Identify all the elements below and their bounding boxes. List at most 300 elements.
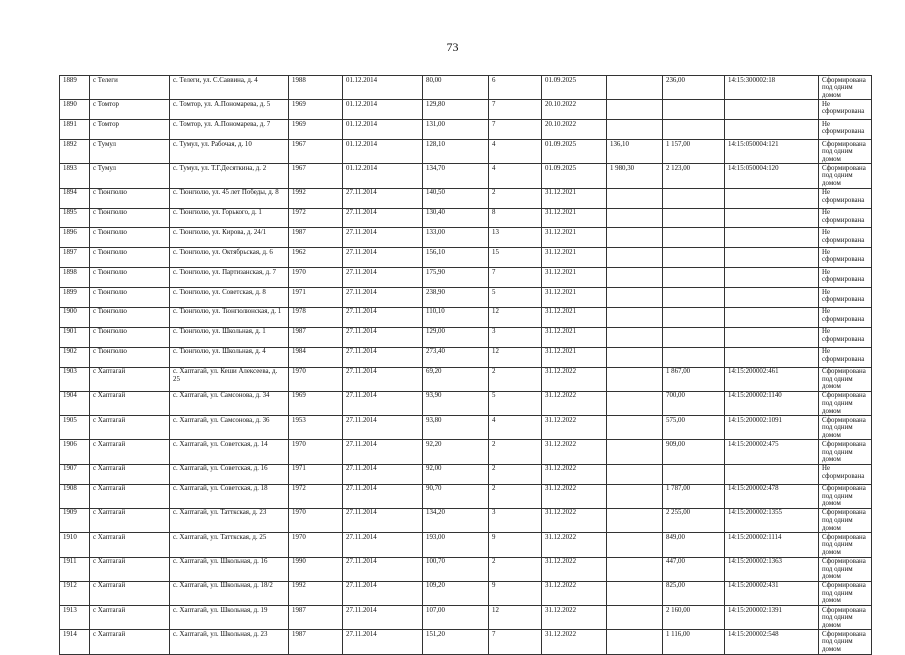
row-number-cell: 1892 [60, 140, 90, 164]
row-number-cell: 1910 [60, 533, 90, 557]
table-row [60, 606, 872, 630]
land-area-cell [663, 208, 725, 228]
row-number-cell: 1902 [60, 347, 90, 367]
residents-count-cell: 7 [489, 630, 542, 654]
table-row [60, 630, 872, 654]
cadastral-number-cell: 14:15:200002:548 [725, 630, 819, 654]
address-cell: с. Хаптагай, ул. Кеши Алексеева, д. 25 [170, 367, 289, 391]
cadastral-number-cell [725, 327, 819, 347]
land-status-cell: Сформирована под одним домом [819, 416, 872, 440]
table-row [60, 484, 872, 508]
residents-count-cell: 3 [489, 327, 542, 347]
land-status-cell: Сформирована под одним домом [819, 367, 872, 391]
address-cell: с. Тюнгюлю, ул. 45 лет Победы, д. 8 [170, 188, 289, 208]
deadline-cell: 20.10.2022 [542, 120, 607, 140]
area-cell: 140,50 [423, 188, 489, 208]
year-built-cell: 1970 [289, 268, 343, 288]
address-cell: с. Хаптагай, ул. Школьная, д. 18/2 [170, 581, 289, 605]
land-status-cell: Не сформирована [819, 464, 872, 484]
land-area-cell: 447,00 [663, 557, 725, 581]
land-status-cell: Не сформирована [819, 307, 872, 327]
land-area-cell [663, 464, 725, 484]
residents-count-cell: 4 [489, 416, 542, 440]
land-area-cell [663, 188, 725, 208]
year-built-cell: 1972 [289, 484, 343, 508]
inclusion-date-cell: 27.11.2014 [343, 464, 423, 484]
settlement-cell: с Тюнгюлю [90, 208, 170, 228]
residents-count-cell: 12 [489, 606, 542, 630]
land-area-cell: 1 787,00 [663, 484, 725, 508]
land-area-cell [663, 268, 725, 288]
common-area-cell [607, 76, 663, 100]
settlement-cell: с Тюнгюлю [90, 248, 170, 268]
year-built-cell: 1988 [289, 76, 343, 100]
land-status-cell: Не сформирована [819, 327, 872, 347]
settlement-cell: с Телеги [90, 76, 170, 100]
land-status-cell: Сформирована под одним домом [819, 581, 872, 605]
row-number-cell: 1898 [60, 268, 90, 288]
cadastral-number-cell: 14:15:300002:18 [725, 76, 819, 100]
inclusion-date-cell: 27.11.2014 [343, 630, 423, 654]
address-cell: с. Хаптагай, ул. Школьная, д. 19 [170, 606, 289, 630]
area-cell: 92,20 [423, 440, 489, 464]
area-cell: 100,70 [423, 557, 489, 581]
residents-count-cell: 8 [489, 208, 542, 228]
common-area-cell [607, 416, 663, 440]
table-row [60, 557, 872, 581]
land-status-cell: Сформирована под одним домом [819, 484, 872, 508]
address-cell: с. Хаптагай, ул. Советская, д. 18 [170, 484, 289, 508]
year-built-cell: 1992 [289, 188, 343, 208]
deadline-cell: 31.12.2022 [542, 464, 607, 484]
settlement-cell: с Тюнгюлю [90, 327, 170, 347]
deadline-cell: 01.09.2025 [542, 76, 607, 100]
settlement-cell: с Хаптагай [90, 581, 170, 605]
residents-count-cell: 3 [489, 508, 542, 532]
residents-count-cell: 15 [489, 248, 542, 268]
inclusion-date-cell: 27.11.2014 [343, 581, 423, 605]
table-row [60, 120, 872, 140]
common-area-cell [607, 100, 663, 120]
deadline-cell: 01.09.2025 [542, 164, 607, 188]
table-row [60, 248, 872, 268]
year-built-cell: 1970 [289, 533, 343, 557]
inclusion-date-cell: 27.11.2014 [343, 208, 423, 228]
year-built-cell: 1967 [289, 140, 343, 164]
land-status-cell: Не сформирована [819, 188, 872, 208]
settlement-cell: с Хаптагай [90, 416, 170, 440]
land-status-cell: Сформирована под одним домом [819, 557, 872, 581]
area-cell: 109,20 [423, 581, 489, 605]
land-area-cell [663, 100, 725, 120]
land-area-cell: 2 160,00 [663, 606, 725, 630]
land-area-cell: 1 116,00 [663, 630, 725, 654]
deadline-cell: 31.12.2022 [542, 416, 607, 440]
table-row [60, 416, 872, 440]
row-number-cell: 1899 [60, 288, 90, 308]
year-built-cell: 1992 [289, 581, 343, 605]
land-area-cell: 1 867,00 [663, 367, 725, 391]
table-row [60, 307, 872, 327]
land-area-cell: 1 157,00 [663, 140, 725, 164]
land-area-cell [663, 327, 725, 347]
area-cell: 90,70 [423, 484, 489, 508]
cadastral-number-cell: 14:15:200002:1091 [725, 416, 819, 440]
deadline-cell: 31.12.2022 [542, 367, 607, 391]
table-row [60, 100, 872, 120]
common-area-cell [607, 581, 663, 605]
area-cell: 107,00 [423, 606, 489, 630]
settlement-cell: с Хаптагай [90, 508, 170, 532]
common-area-cell [607, 367, 663, 391]
address-cell: с. Тюнгюлю, ул. Октябрьская, д. 6 [170, 248, 289, 268]
common-area-cell: 1 980,30 [607, 164, 663, 188]
residents-count-cell: 2 [489, 440, 542, 464]
inclusion-date-cell: 27.11.2014 [343, 440, 423, 464]
settlement-cell: с Хаптагай [90, 391, 170, 415]
cadastral-number-cell: 14:15:200002:1391 [725, 606, 819, 630]
address-cell: с. Хаптагай, ул. Самсонова, д. 36 [170, 416, 289, 440]
cadastral-number-cell: 14:15:200002:1363 [725, 557, 819, 581]
deadline-cell: 31.12.2021 [542, 268, 607, 288]
year-built-cell: 1970 [289, 508, 343, 532]
row-number-cell: 1891 [60, 120, 90, 140]
address-cell: с. Тюнгюлю, ул. Кирова, д. 24/1 [170, 228, 289, 248]
row-number-cell: 1901 [60, 327, 90, 347]
common-area-cell [607, 307, 663, 327]
common-area-cell [607, 268, 663, 288]
area-cell: 129,00 [423, 327, 489, 347]
settlement-cell: с Тюнгюлю [90, 228, 170, 248]
page-number: 73 [446, 40, 459, 54]
area-cell: 238,90 [423, 288, 489, 308]
table-row [60, 76, 872, 100]
cadastral-number-cell [725, 248, 819, 268]
settlement-cell: с Тюнгюлю [90, 288, 170, 308]
cadastral-number-cell: 14:15:200002:1140 [725, 391, 819, 415]
cadastral-number-cell: 14:15:200002:475 [725, 440, 819, 464]
address-cell: с. Тюнгюлю, ул. Горького, д. 1 [170, 208, 289, 228]
area-cell: 69,20 [423, 367, 489, 391]
row-number-cell: 1907 [60, 464, 90, 484]
land-area-cell [663, 248, 725, 268]
land-status-cell: Не сформирована [819, 268, 872, 288]
inclusion-date-cell: 27.11.2014 [343, 327, 423, 347]
address-cell: с. Тюнгюлю, ул. Школьная, д. 4 [170, 347, 289, 367]
area-cell: 134,20 [423, 508, 489, 532]
year-built-cell: 1953 [289, 416, 343, 440]
cadastral-number-cell: 14:15:200002:461 [725, 367, 819, 391]
deadline-cell: 31.12.2021 [542, 327, 607, 347]
deadline-cell: 31.12.2021 [542, 288, 607, 308]
land-area-cell: 825,00 [663, 581, 725, 605]
row-number-cell: 1903 [60, 367, 90, 391]
inclusion-date-cell: 01.12.2014 [343, 76, 423, 100]
common-area-cell: 136,10 [607, 140, 663, 164]
area-cell: 93,90 [423, 391, 489, 415]
cadastral-number-cell [725, 268, 819, 288]
row-number-cell: 1889 [60, 76, 90, 100]
residents-count-cell: 12 [489, 347, 542, 367]
common-area-cell [607, 120, 663, 140]
residents-count-cell: 2 [489, 188, 542, 208]
residents-count-cell: 7 [489, 100, 542, 120]
common-area-cell [607, 464, 663, 484]
deadline-cell: 31.12.2022 [542, 484, 607, 508]
cadastral-number-cell: 14:15:050004:120 [725, 164, 819, 188]
inclusion-date-cell: 01.12.2014 [343, 140, 423, 164]
land-status-cell: Не сформирована [819, 288, 872, 308]
year-built-cell: 1970 [289, 367, 343, 391]
table-row [60, 268, 872, 288]
residents-count-cell: 2 [489, 367, 542, 391]
deadline-cell: 31.12.2021 [542, 248, 607, 268]
area-cell: 131,00 [423, 120, 489, 140]
address-cell: с. Томтор, ул. А.Пономарева, д. 7 [170, 120, 289, 140]
area-cell: 129,80 [423, 100, 489, 120]
cadastral-number-cell [725, 208, 819, 228]
address-cell: с. Хаптагай, ул. Советская, д. 14 [170, 440, 289, 464]
year-built-cell: 1967 [289, 164, 343, 188]
inclusion-date-cell: 27.11.2014 [343, 391, 423, 415]
land-area-cell [663, 288, 725, 308]
land-status-cell: Сформирована под одним домом [819, 391, 872, 415]
deadline-cell: 31.12.2021 [542, 347, 607, 367]
cadastral-number-cell: 14:15:200002:1114 [725, 533, 819, 557]
land-area-cell: 575,00 [663, 416, 725, 440]
inclusion-date-cell: 27.11.2014 [343, 508, 423, 532]
inclusion-date-cell: 01.12.2014 [343, 164, 423, 188]
year-built-cell: 1987 [289, 606, 343, 630]
land-status-cell: Не сформирована [819, 120, 872, 140]
residents-count-cell: 7 [489, 120, 542, 140]
common-area-cell [607, 347, 663, 367]
inclusion-date-cell: 01.12.2014 [343, 100, 423, 120]
area-cell: 151,20 [423, 630, 489, 654]
year-built-cell: 1987 [289, 228, 343, 248]
inclusion-date-cell: 27.11.2014 [343, 606, 423, 630]
table-row [60, 391, 872, 415]
settlement-cell: с Тюнгюлю [90, 347, 170, 367]
cadastral-number-cell [725, 188, 819, 208]
row-number-cell: 1895 [60, 208, 90, 228]
row-number-cell: 1906 [60, 440, 90, 464]
cadastral-number-cell [725, 347, 819, 367]
common-area-cell [607, 606, 663, 630]
common-area-cell [607, 228, 663, 248]
land-area-cell [663, 347, 725, 367]
common-area-cell [607, 327, 663, 347]
residents-count-cell: 2 [489, 484, 542, 508]
deadline-cell: 31.12.2022 [542, 533, 607, 557]
land-area-cell: 236,00 [663, 76, 725, 100]
deadline-cell: 31.12.2022 [542, 581, 607, 605]
cadastral-number-cell [725, 307, 819, 327]
cadastral-number-cell: 14:15:050004:121 [725, 140, 819, 164]
row-number-cell: 1909 [60, 508, 90, 532]
residents-count-cell: 5 [489, 391, 542, 415]
row-number-cell: 1914 [60, 630, 90, 654]
settlement-cell: с Тумул [90, 140, 170, 164]
area-cell: 133,00 [423, 228, 489, 248]
address-cell: с. Тюнгюлю, ул. Советская, д. 8 [170, 288, 289, 308]
common-area-cell [607, 391, 663, 415]
cadastral-number-cell [725, 100, 819, 120]
table-row [60, 581, 872, 605]
area-cell: 110,10 [423, 307, 489, 327]
deadline-cell: 31.12.2021 [542, 208, 607, 228]
residents-count-cell: 13 [489, 228, 542, 248]
land-status-cell: Сформирована под одним домом [819, 533, 872, 557]
table-row [60, 464, 872, 484]
land-status-cell: Не сформирована [819, 228, 872, 248]
residents-count-cell: 12 [489, 307, 542, 327]
row-number-cell: 1905 [60, 416, 90, 440]
common-area-cell [607, 533, 663, 557]
residents-count-cell: 6 [489, 76, 542, 100]
address-cell: с. Хаптагай, ул. Школьная, д. 16 [170, 557, 289, 581]
cadastral-number-cell: 14:15:200002:1355 [725, 508, 819, 532]
inclusion-date-cell: 27.11.2014 [343, 248, 423, 268]
area-cell: 134,70 [423, 164, 489, 188]
inclusion-date-cell: 27.11.2014 [343, 367, 423, 391]
deadline-cell: 31.12.2022 [542, 391, 607, 415]
deadline-cell: 31.12.2022 [542, 508, 607, 532]
land-area-cell: 700,00 [663, 391, 725, 415]
land-area-cell [663, 307, 725, 327]
year-built-cell: 1972 [289, 208, 343, 228]
inclusion-date-cell: 27.11.2014 [343, 188, 423, 208]
deadline-cell: 31.12.2021 [542, 228, 607, 248]
inclusion-date-cell: 27.11.2014 [343, 347, 423, 367]
land-status-cell: Сформирована под одним домом [819, 606, 872, 630]
common-area-cell [607, 630, 663, 654]
table-row [60, 327, 872, 347]
year-built-cell: 1990 [289, 557, 343, 581]
land-area-cell: 2 123,00 [663, 164, 725, 188]
year-built-cell: 1969 [289, 120, 343, 140]
residents-count-cell: 4 [489, 140, 542, 164]
land-status-cell: Не сформирована [819, 100, 872, 120]
row-number-cell: 1911 [60, 557, 90, 581]
land-status-cell: Сформирована под одним домом [819, 630, 872, 654]
area-cell: 93,80 [423, 416, 489, 440]
cadastral-number-cell: 14:15:200002:478 [725, 484, 819, 508]
inclusion-date-cell: 27.11.2014 [343, 268, 423, 288]
year-built-cell: 1971 [289, 464, 343, 484]
inclusion-date-cell: 27.11.2014 [343, 557, 423, 581]
row-number-cell: 1890 [60, 100, 90, 120]
settlement-cell: с Томтор [90, 120, 170, 140]
inclusion-date-cell: 27.11.2014 [343, 416, 423, 440]
common-area-cell [607, 208, 663, 228]
land-status-cell: Сформирована под одним домом [819, 76, 872, 100]
address-cell: с. Телеги, ул. С.Саввина, д. 4 [170, 76, 289, 100]
settlement-cell: с Хаптагай [90, 533, 170, 557]
area-cell: 130,40 [423, 208, 489, 228]
land-status-cell: Сформирована под одним домом [819, 440, 872, 464]
table-row [60, 347, 872, 367]
settlement-cell: с Тюнгюлю [90, 268, 170, 288]
year-built-cell: 1962 [289, 248, 343, 268]
address-cell: с. Хаптагай, ул. Самсонова, д. 34 [170, 391, 289, 415]
table-row [60, 508, 872, 532]
address-cell: с. Тюнгюлю, ул. Школьная, д. 1 [170, 327, 289, 347]
cadastral-number-cell [725, 288, 819, 308]
area-cell: 273,40 [423, 347, 489, 367]
land-status-cell: Сформирована под одним домом [819, 140, 872, 164]
settlement-cell: с Хаптагай [90, 557, 170, 581]
table-row [60, 367, 872, 391]
common-area-cell [607, 288, 663, 308]
deadline-cell: 01.09.2025 [542, 140, 607, 164]
address-cell: с. Тумул, ул. Рабочая, д. 10 [170, 140, 289, 164]
deadline-cell: 31.12.2022 [542, 557, 607, 581]
area-cell: 175,90 [423, 268, 489, 288]
residents-count-cell: 9 [489, 581, 542, 605]
common-area-cell [607, 508, 663, 532]
residents-count-cell: 7 [489, 268, 542, 288]
residents-count-cell: 9 [489, 533, 542, 557]
deadline-cell: 31.12.2021 [542, 188, 607, 208]
row-number-cell: 1908 [60, 484, 90, 508]
table-row [60, 533, 872, 557]
common-area-cell [607, 484, 663, 508]
table-row [60, 288, 872, 308]
row-number-cell: 1912 [60, 581, 90, 605]
deadline-cell: 31.12.2022 [542, 440, 607, 464]
table-row [60, 440, 872, 464]
address-cell: с. Хаптагай, ул. Татткская, д. 25 [170, 533, 289, 557]
year-built-cell: 1969 [289, 100, 343, 120]
settlement-cell: с Хаптагай [90, 606, 170, 630]
cadastral-number-cell: 14:15:200002:431 [725, 581, 819, 605]
year-built-cell: 1978 [289, 307, 343, 327]
residents-count-cell: 2 [489, 557, 542, 581]
area-cell: 193,00 [423, 533, 489, 557]
table-row [60, 140, 872, 164]
row-number-cell: 1897 [60, 248, 90, 268]
common-area-cell [607, 557, 663, 581]
settlement-cell: с Хаптагай [90, 484, 170, 508]
land-status-cell: Сформирована под одним домом [819, 508, 872, 532]
settlement-cell: с Хаптагай [90, 630, 170, 654]
deadline-cell: 31.12.2022 [542, 606, 607, 630]
row-number-cell: 1896 [60, 228, 90, 248]
inclusion-date-cell: 27.11.2014 [343, 533, 423, 557]
housing-registry-table [59, 75, 872, 655]
row-number-cell: 1913 [60, 606, 90, 630]
deadline-cell: 31.12.2022 [542, 630, 607, 654]
common-area-cell [607, 248, 663, 268]
residents-count-cell: 5 [489, 288, 542, 308]
settlement-cell: с Тюнгюлю [90, 188, 170, 208]
settlement-cell: с Томтор [90, 100, 170, 120]
land-area-cell: 849,00 [663, 533, 725, 557]
cadastral-number-cell [725, 464, 819, 484]
row-number-cell: 1900 [60, 307, 90, 327]
settlement-cell: с Тюнгюлю [90, 307, 170, 327]
address-cell: с. Тумул, ул. Т.Г.Десяткина, д. 2 [170, 164, 289, 188]
area-cell: 80,00 [423, 76, 489, 100]
land-status-cell: Не сформирована [819, 248, 872, 268]
inclusion-date-cell: 27.11.2014 [343, 307, 423, 327]
year-built-cell: 1987 [289, 630, 343, 654]
address-cell: с. Томтор, ул. А.Пономарева, д. 5 [170, 100, 289, 120]
area-cell: 156,10 [423, 248, 489, 268]
address-cell: с. Тюнгюлю, ул. Партизанская, д. 7 [170, 268, 289, 288]
year-built-cell: 1969 [289, 391, 343, 415]
